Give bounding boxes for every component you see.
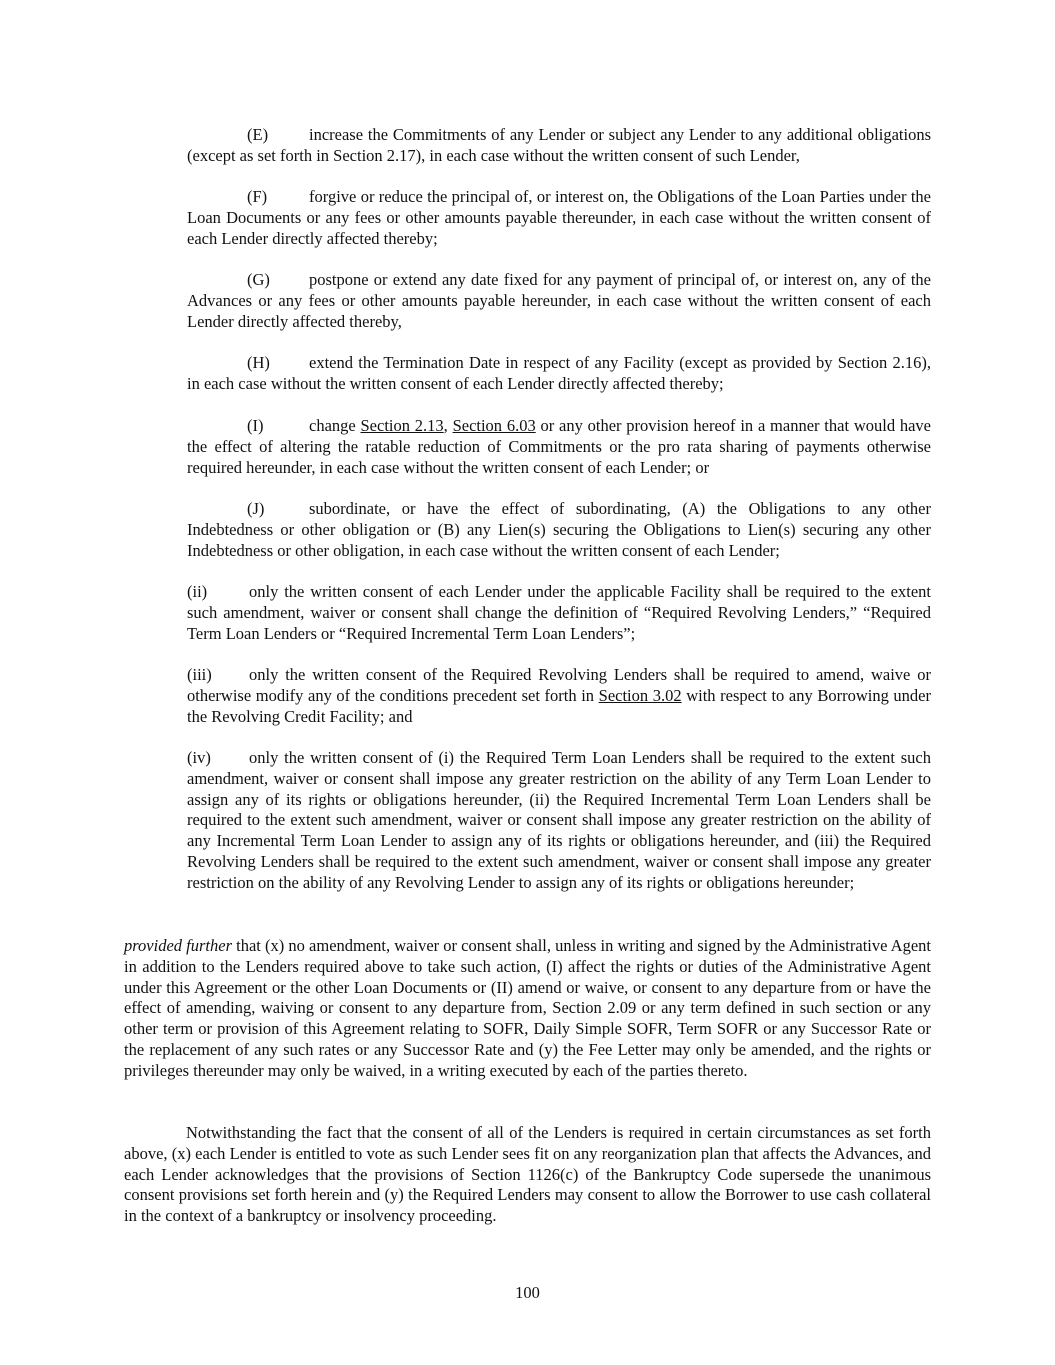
clause-f-label: (F) xyxy=(247,187,268,206)
section-6-03-link[interactable]: Section 6.03 xyxy=(452,416,536,435)
clause-f-text: forgive or reduce the principal of, or interest on, the Obligations of the Loan Parties under the Loan Documents or any fees or other amounts payable thereunder, in each case without the written consent of each Lender directly affected thereby; xyxy=(187,187,931,248)
clause-g-label: (G) xyxy=(247,270,270,289)
clause-i-text-b: or any other provision hereof in a manner that would have the effect of altering the ratable reduction of Commitments or the pro rata sharing of payments otherwise required hereunder, in each case without the written consent of each Lender; or xyxy=(187,416,931,477)
proviso-text: that (x) no amendment, waiver or consent shall, unless in writing and signed by the Administrative Agent in addition to the Lenders required above to take such action, (I) affect the rights or duties of the Administrative Agent under this Agreement or the other Loan Documents or (II) amend or waive, or consent to any departure from or have the effect of amending, waiving or consent to any departure from, Section 2.09 or any term defined in such section or any other term or provision of this Agreement relating to SOFR, Daily Simple SOFR, Term SOFR or any Successor Rate or the replacement of any such rates or any Successor Rate and (y) the Fee Letter may only be amended, and the rights or privileges thereunder may only be waived, in a writing executed by each of the parties thereto. xyxy=(124,936,932,1080)
clause-iii-text-a: only the written consent of the Required Revolving Lenders shall be required to amend, waive or otherwise modify any of the conditions precedent set forth in xyxy=(187,665,931,705)
notwithstanding-paragraph xyxy=(124,1123,931,1227)
clause-g-text: postpone or extend any date fixed for any payment of principal of, or interest on, any of the Advances or any fees or other amounts payable hereunder, in each case without the written consent of each Lender directly affected thereby, xyxy=(187,270,931,331)
clause-iii-text-b: with respect to any Borrowing under the Revolving Credit Facility; and xyxy=(187,685,931,726)
clause-ii xyxy=(187,582,931,644)
clause-e xyxy=(187,125,931,167)
clause-f xyxy=(187,187,931,249)
clause-i-text-a: change xyxy=(309,416,361,435)
clause-g xyxy=(187,270,931,332)
section-2-13-link[interactable]: Section 2.13 xyxy=(360,416,444,435)
clause-j-label: (J) xyxy=(247,499,265,518)
clause-e-text: increase the Commitments of any Lender or subject any Lender to any additional obligations (except as set forth in Section 2.17), in each case without the written consent of such Lender, xyxy=(187,125,931,165)
clause-i xyxy=(187,416,931,478)
section-3-02-link[interactable]: Section 3.02 xyxy=(598,685,682,705)
clause-ii-text: only the written consent of each Lender under the applicable Facility shall be required to the extent such amendment, waiver or consent shall change the definition of “Required Revolving Lenders,” “Required Term Loan Lenders or “Required Incremental Term Loan Lenders”; xyxy=(187,582,931,643)
notwithstanding-text: Notwithstanding the fact that the consent of all of the Lenders is required in certain circumstances as set forth above, (x) each Lender is entitled to vote as such Lender sees fit on any reorganization plan that affects the Advances, and each Lender acknowledges that the provisions of Section 1126(c) of the Bankruptcy Code supersede the unanimous consent provisions set forth herein and (y) the Required Lenders may consent to allow the Borrower to use cash collateral in the context of a bankruptcy or insolvency proceeding. xyxy=(124,1123,931,1226)
clause-i-label: (I) xyxy=(247,416,264,435)
clause-i-sep: , xyxy=(443,416,453,435)
clause-iii-label: (iii) xyxy=(187,665,212,684)
clause-e-label: (E) xyxy=(247,125,269,144)
clause-ii-label: (ii) xyxy=(187,582,208,601)
clause-iv-text: only the written consent of (i) the Required Term Loan Lenders shall be required to the extent such amendment, waiver or consent shall impose any greater restriction on the ability of any Term Loan Lender to assign any of its rights or obligations hereunder, (ii) the Required Incremental Term Loan Lenders shall be required to the extent such amendment, waiver or consent shall impose any greater restriction on the ability of any Incremental Term Loan Lender to assign any of its rights or obligations hereunder, and (iii) the Required Revolving Lenders shall be required to the extent such amendment, waiver or consent shall impose any greater restriction on the ability of any Revolving Lender to assign any of its rights or obligations hereunder; xyxy=(187,748,931,892)
clause-iii xyxy=(187,665,931,727)
clause-j xyxy=(187,499,931,561)
clause-j-text: subordinate, or have the effect of subordinating, (A) the Obligations to any other Indebtedness or other obligation or (B) any Lien(s) securing the Obligations to Lien(s) securing any other Indebtedness or other obligation, in each case without the written consent of each Lender; xyxy=(187,499,931,560)
clause-h xyxy=(187,353,931,395)
proviso-italic: provided further xyxy=(124,936,233,955)
clause-iv xyxy=(187,748,931,894)
page-number: 100 xyxy=(515,1283,540,1302)
clause-h-label: (H) xyxy=(247,353,270,372)
clause-iv-label: (iv) xyxy=(187,748,211,767)
clause-h-text: extend the Termination Date in respect of any Facility (except as provided by Section 2.16), in each case without the written consent of each Lender directly affected thereby; xyxy=(187,353,931,393)
proviso-paragraph xyxy=(124,936,931,1082)
